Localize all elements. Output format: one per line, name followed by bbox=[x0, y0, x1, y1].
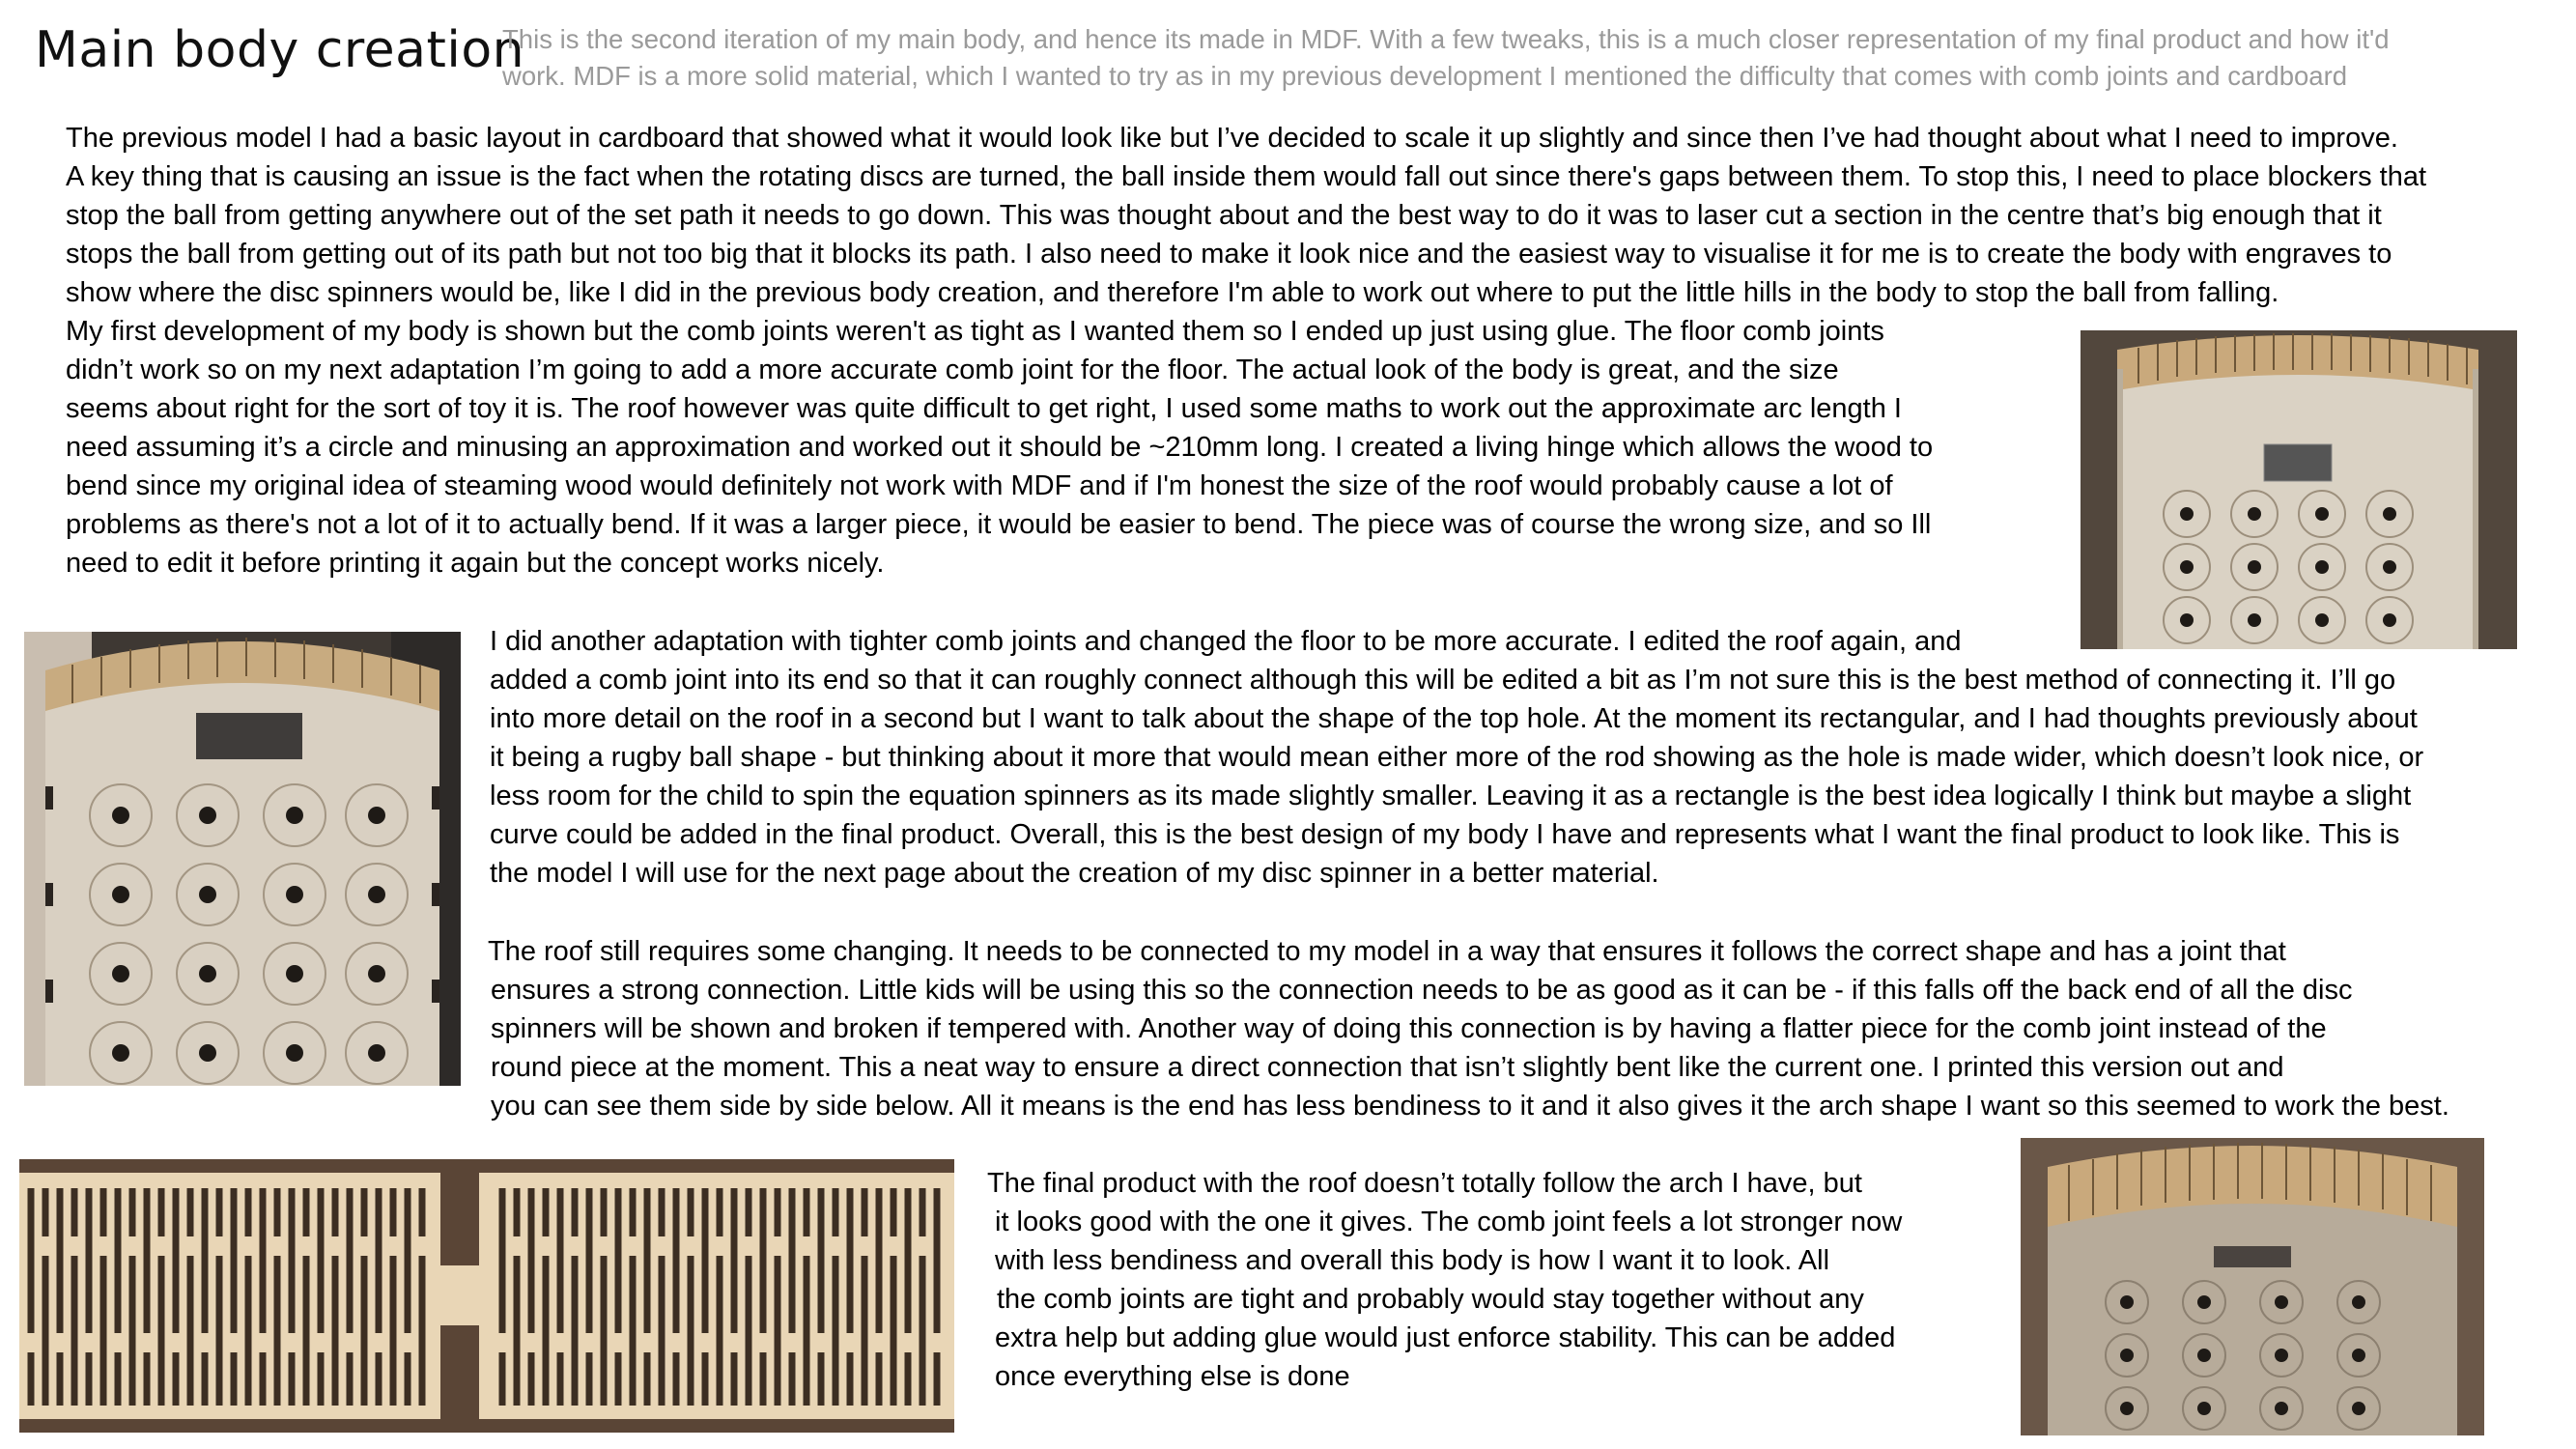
text-line: with less bendiness and overall this body is how I want it to look. All bbox=[995, 1245, 1830, 1276]
text-line: curve could be added in the final product. Overall, this is the best design of my body I have and represents what I want the final product to look like. This is bbox=[490, 819, 2400, 850]
text-line: the comb joints are tight and probably would stay together without any bbox=[997, 1284, 1864, 1315]
text-line: seems about right for the sort of toy it is. The roof however was quite difficult to get right, I used some maths to work out the approximate arc length I bbox=[66, 393, 1902, 424]
text-line: bend since my original idea of steaming wood would definitely not work with MDF and if I'm honest the size of the roof would probably cause a lot of bbox=[66, 470, 1893, 501]
text-line: show where the disc spinners would be, like I did in the previous body creation, and therefore I'm able to work out where to put the little hills in the body to stop the ball from falling. bbox=[66, 277, 2279, 308]
text-line: extra help but adding glue would just enforce stability. This can be added bbox=[995, 1322, 1896, 1353]
text-line: it looks good with the one it gives. The comb joint feels a lot stronger now bbox=[995, 1207, 1903, 1237]
paragraph-roof-changes bbox=[488, 932, 2449, 1125]
text-line: it being a rugby ball shape - but thinking about it more that would mean either more of the rod showing as the hole is made wider, which doesn’t look nice, or bbox=[490, 742, 2424, 773]
text-line: added a comb joint into its end so that it can roughly connect although this will be edited a bit as I’m not sure this is the best method of connecting it. I’ll go bbox=[490, 665, 2396, 696]
photo-living-hinge-roofs bbox=[19, 1159, 954, 1433]
mdf-body-photo-final bbox=[2021, 1138, 2484, 1435]
text-line: spinners will be shown and broken if tempered with. Another way of doing this connection is by having a flatter piece for the comb joint instead of the bbox=[491, 1013, 2327, 1044]
text-line: I did another adaptation with tighter comb joints and changed the floor to be more accurate. I edited the roof again, and bbox=[490, 626, 1962, 657]
text-line: The final product with the roof doesn’t totally follow the arch I have, but bbox=[987, 1168, 1862, 1199]
text-line: less room for the child to spin the equation spinners as its made slightly smaller. Leaving it as a rectangle is the best idea logically I think but maybe a slight bbox=[490, 781, 2412, 811]
text-line: The roof still requires some changing. It needs to be connected to my model in a way that ensures it follows the correct shape and has a joint that bbox=[488, 936, 2286, 967]
text-line: round piece at the moment. This a neat way to ensure a direct connection that isn’t slightly bent like the current one. I printed this version out and bbox=[491, 1052, 2284, 1083]
text-line: into more detail on the roof in a second but I want to talk about the shape of the top hole. At the moment its rectangular, and I had thoughts previously about bbox=[490, 703, 2418, 734]
subtitle-line: work. MDF is a more solid material, which I wanted to try as in my previous development I mentioned the difficulty that comes with comb joints and cardboard bbox=[502, 61, 2348, 91]
text-line: A key thing that is causing an issue is the fact when the rotating discs are turned, the ball inside them would fall out since there's gaps between them. To stop this, I need to place blockers that bbox=[66, 161, 2427, 192]
page-title: Main body creation bbox=[35, 21, 525, 79]
photo-final-product bbox=[2021, 1138, 2484, 1435]
text-line: My first development of my body is shown but the comb joints weren't as tight as I wanted them so I ended up just using glue. The floor comb joints bbox=[66, 316, 1884, 347]
photo-second-adaptation bbox=[24, 632, 461, 1086]
living-hinge-photo bbox=[19, 1159, 954, 1433]
text-line: need to edit it before printing it again but the concept works nicely. bbox=[66, 548, 885, 579]
text-line: stop the ball from getting anywhere out of the set path it needs to go down. This was thought about and the best way to do it was to laser cut a section in the centre that’s big enough that it bbox=[66, 200, 2382, 231]
text-line: the model I will use for the next page about the creation of my disc spinner in a better material. bbox=[490, 858, 1659, 889]
text-line: stops the ball from getting out of its path but not too big that it blocks its path. I also need to make it look nice and the easiest way to visualise it for me is to create the body with engraves to bbox=[66, 239, 2392, 270]
paragraph-first-development bbox=[66, 312, 1933, 582]
text-line: problems as there's not a lot of it to actually bend. If it was a larger piece, it would be easier to bend. The piece was of course the wrong size, and so Ill bbox=[66, 509, 1932, 540]
subtitle bbox=[502, 21, 2531, 95]
text-line: The previous model I had a basic layout in cardboard that showed what it would look like but I’ve decided to scale it up slightly and since then I’ve had thought about what I need to improve. bbox=[66, 123, 2398, 154]
mdf-body-photo-2 bbox=[24, 632, 461, 1086]
paragraph-final-product bbox=[987, 1164, 1902, 1396]
text-line: didn’t work so on my next adaptation I’m going to add a more accurate comb joint for the floor. The actual look of the body is great, and the size bbox=[66, 355, 1839, 385]
text-line: once everything else is done bbox=[995, 1361, 1350, 1392]
text-line: need assuming it’s a circle and minusing an approximation and worked out it should be ~210mm long. I created a living hinge which allows the wood to bbox=[66, 432, 1934, 463]
text-line: you can see them side by side below. All it means is the end has less bendiness to it and it also gives it the arch shape I want so this seemed to work the best. bbox=[491, 1091, 2449, 1122]
paragraph-second-adaptation bbox=[490, 622, 2423, 893]
photo-first-development bbox=[2081, 330, 2517, 649]
paragraph-intro bbox=[66, 119, 2426, 312]
mdf-body-photo-1 bbox=[2081, 330, 2517, 649]
subtitle-line: This is the second iteration of my main body, and hence its made in MDF. With a few tweaks, this is a much closer representation of my final product and how it'd bbox=[502, 24, 2390, 54]
text-line: ensures a strong connection. Little kids will be using this so the connection needs to be as good as it can be - if this falls off the back end of all the disc bbox=[491, 975, 2353, 1006]
